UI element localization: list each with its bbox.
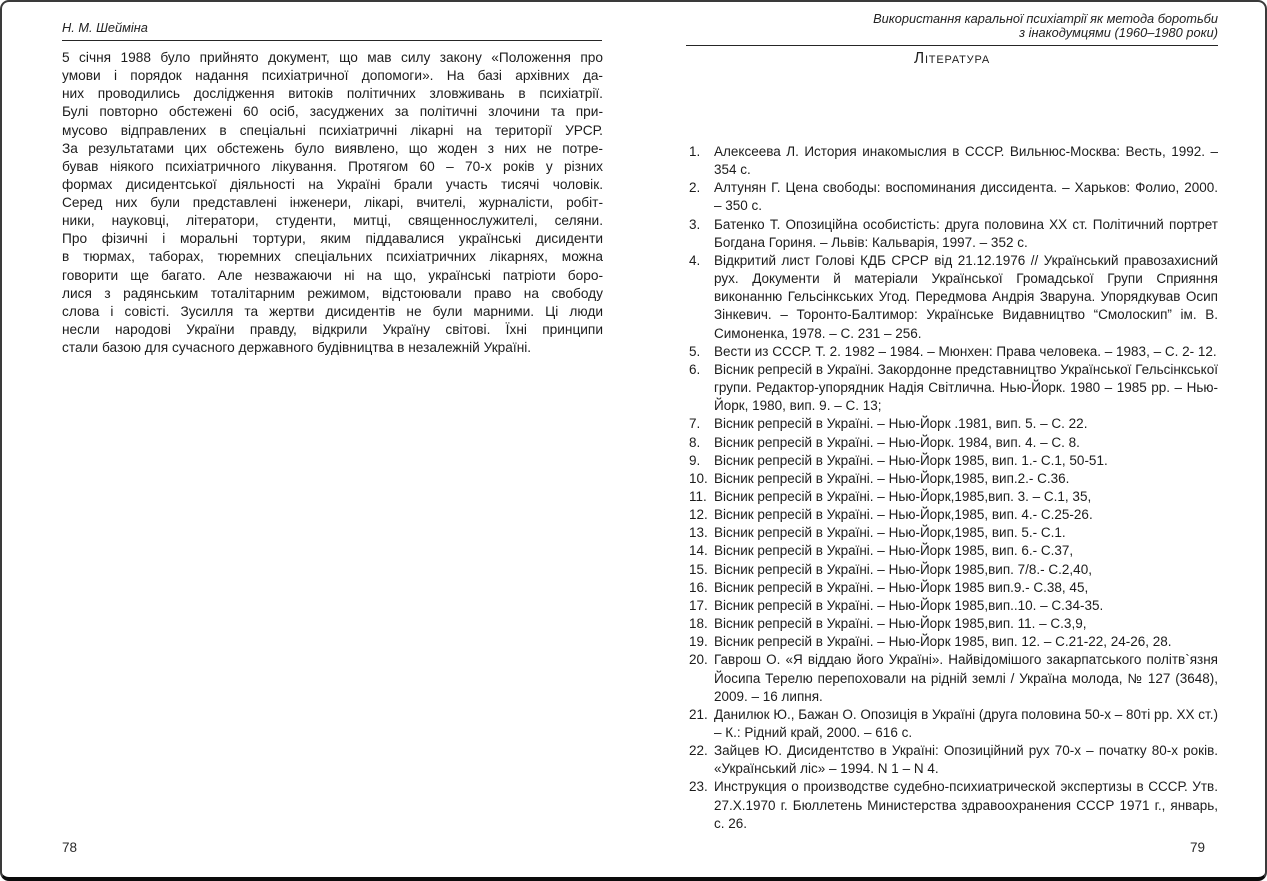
reference-item xyxy=(689,615,1218,633)
paragraph-line: стали базою для сучасного державного будівництва в незалежній Україні. xyxy=(62,340,532,355)
page-number-left: 78 xyxy=(62,840,78,855)
reference-text: Вісник репресій в Україні. – Нью-Йорк. 1984, вип. 4. – С. 8. xyxy=(714,434,1080,450)
reference-text: Зайцев Ю. Дисидентство в Україні: Опозиційний рух 70-х – початку 80-х років. «Український ліс» – 1994. N 1 – N 4. xyxy=(714,743,1218,777)
reference-item xyxy=(689,415,1218,433)
reference-item xyxy=(689,778,1218,832)
reference-item xyxy=(689,524,1218,542)
reference-number: 21. xyxy=(689,706,708,722)
running-header-title-line2: з інакодумцями (1960–1980 роки) xyxy=(1019,24,1218,40)
reference-item xyxy=(689,597,1218,615)
paragraph-line: лися з радянським тоталітарним режимом, відстоювали право на свободу xyxy=(62,285,603,301)
reference-text: Гаврош О. «Я віддаю його Україні». Найвідомішого закарпатського політв`язня Йосипа Терелю перепоховали на рідній землі / Україна молода, № 127 (3648), 2009. – 16 липня. xyxy=(714,652,1218,704)
reference-item xyxy=(689,434,1218,452)
paragraph-line: в тюрмах, таборах, тюремних спеціальних психіатричних лікарнях, можна xyxy=(62,249,603,265)
reference-number: 1. xyxy=(689,144,701,159)
reference-number: 16. xyxy=(689,579,708,595)
paragraph-line: Про фізичні і моральні тортури, яким піддавалися українські дисиденти xyxy=(62,231,603,247)
paragraph-line: формах дисидентської діяльності на Україні брали участь тисячі чоловік. xyxy=(62,176,603,192)
reference-number: 12. xyxy=(689,507,708,523)
reference-number: 11. xyxy=(689,488,707,504)
reference-number: 10. xyxy=(689,470,708,486)
reference-text: Вісник репресій в Україні. – Нью-Йорк 1985,вип. 7/8.- С.2,40, xyxy=(714,561,1092,577)
reference-item xyxy=(689,361,1218,415)
reference-number: 4. xyxy=(689,252,701,268)
reference-item xyxy=(689,633,1218,651)
reference-number: 2. xyxy=(689,180,701,196)
page-number-right: 79 xyxy=(1189,840,1205,855)
paragraph-line: 5 січня 1988 було прийнято документ, що мав силу закону «Положення про xyxy=(62,50,603,65)
reference-text: Відкритий лист Голові КДБ СРСР від 21.12.1976 // Український правозахисний рух. Документи й матеріали Української Громадської Групи Сприяння виконанню Гельсінкських Угод. Передмова Андрія Зваруна. Упорядкував Осип Зінкевич. – Торонто-Балтимор: Українське Видавництво “Смолоскип” ім. В. Симоненка, 1978. – С. 231 – 256. xyxy=(714,252,1218,341)
running-header-author: Н. М. Шейміна xyxy=(62,20,602,41)
reference-item xyxy=(689,542,1218,560)
paragraph-line: говорити ще багато. Але незважаючи ні на що, українські патріоти боро- xyxy=(62,267,603,283)
paragraph-line: несли народові України правду, відкрили Україну світові. Їхні принципи xyxy=(62,321,603,337)
paragraph-line: бував ніякого психіатричного лікування. Протягом 60 – 70-х років у різних xyxy=(62,158,603,174)
reference-item xyxy=(689,252,1218,343)
reference-item xyxy=(689,179,1218,215)
reference-item xyxy=(689,488,1218,506)
reference-number: 18. xyxy=(689,616,708,632)
reference-number: 22. xyxy=(689,743,708,759)
paragraph-line: умови і порядок надання психіатричної допомоги». На базі архівних да- xyxy=(62,68,603,84)
paragraph-line: За результатами цих обстежень було виявлено, що жоден з них не потре- xyxy=(62,140,603,156)
reference-text: Батенко Т. Опозиційна особистість: друга половина ХХ ст. Політичний портрет Богдана Гориня. – Львів: Кальварія, 1997. – 352 с. xyxy=(714,216,1218,250)
reference-text: Вісник репресій в Україні. – Нью-Йорк,1985, вип. 4.- С.25-26. xyxy=(714,507,1093,523)
reference-number: 17. xyxy=(689,597,708,613)
reference-text: Вісник репресій в Україні. – Нью-Йорк 1985, вип. 12. – С.21-22, 24-26, 28. xyxy=(714,634,1172,650)
reference-number: 19. xyxy=(689,634,708,650)
reference-text: Инструкция о производстве судебно-психиатрической экспертизы в СССР. Утв. 27.X.1970 г. Бюллетень Министерства здравоохранения СССР 1971 г., январь, с. 26. xyxy=(714,779,1218,831)
running-header-title xyxy=(686,12,1218,46)
paragraph-line: мусово відправлених в спеціальні психіатричні лікарні на території УРСР. xyxy=(62,122,603,138)
reference-item xyxy=(689,470,1218,488)
reference-text: Алексеева Л. История инакомыслия в СССР. Вильнюс-Москва: Весть, 1992. – 354 с. xyxy=(714,144,1218,178)
reference-item xyxy=(689,343,1218,361)
reference-text: Вісник репресій в Україні. – Нью-Йорк .1981, вип. 5. – С. 22. xyxy=(714,416,1088,432)
reference-text: Данилюк Ю., Бажан О. Опозиція в Україні (друга половина 50-х – 80ті рр. ХХ ст.) – К.: Рідний край, 2000. – 616 с. xyxy=(714,706,1218,740)
reference-text: Вести из СССР. Т. 2. 1982 – 1984. – Мюнхен: Права человека. – 1983, – С. 2- 12. xyxy=(714,343,1217,359)
reference-number: 8. xyxy=(689,434,701,450)
reference-item xyxy=(689,651,1218,705)
paragraph-line: них проводились дослідження витоків політичних зловживань в психіатрії. xyxy=(62,86,603,102)
paragraph-line: Серед них були представлені інженери, лікарі, вчителі, журналісти, робіт- xyxy=(62,195,603,210)
reference-text: Алтунян Г. Цена свободы: воспоминания диссидента. – Харьков: Фолио, 2000. – 350 с. xyxy=(714,180,1218,214)
section-title-literature: Література xyxy=(913,50,990,67)
references-list xyxy=(689,143,1218,833)
reference-text: Вісник репресій в Україні. – Нью-Йорк,1985,вип. 3. – С.1, 35, xyxy=(714,488,1092,504)
reference-number: 13. xyxy=(689,525,708,541)
paragraph-line: слова і совісті. Зусилля та жертви дисидентів не були марними. Ці люди xyxy=(62,303,603,319)
paragraph-line: Булі повторно обстежені 60 осіб, засуджених за політичні злочини та при- xyxy=(62,104,603,120)
reference-item xyxy=(689,742,1218,778)
reference-text: Вісник репресій в Україні. – Нью-Йорк 1985 вип.9.- С.38, 45, xyxy=(714,579,1089,595)
reference-text: Вісник репресій в Україні. – Нью-Йорк 1985,вип. 11. – С.3,9, xyxy=(714,616,1087,632)
reference-item xyxy=(689,506,1218,524)
reference-number: 3. xyxy=(689,216,701,232)
paragraph-line: ники, науковці, літератори, студенти, митці, священнослужителі, селяни. xyxy=(62,213,603,229)
reference-number: 15. xyxy=(689,561,708,577)
reference-item xyxy=(689,143,1218,179)
reference-number: 5. xyxy=(689,343,701,359)
reference-text: Вісник репресій в Україні. Закордонне представництво Української Гельсінкської групи. Редактор-упорядник Надія Світлична. Нью-Йорк. 1980 – 1985 рр. – Нью-Йорк, 1980, вип. 9. – С. 13; xyxy=(714,361,1218,414)
reference-number: 9. xyxy=(689,452,701,468)
reference-number: 14. xyxy=(689,543,708,559)
reference-item xyxy=(689,706,1218,742)
reference-text: Вісник репресій в Україні. – Нью-Йорк 1985,вип..10. – С.34-35. xyxy=(714,597,1104,613)
reference-text: Вісник репресій в Україні. – Нью-Йорк 1985, вип. 6.- С.37, xyxy=(714,543,1074,559)
reference-text: Вісник репресій в Україні. – Нью-Йорк,1985, вип.2.- С.36. xyxy=(714,470,1070,486)
reference-text: Вісник репресій в Україні. – Нью-Йорк 1985, вип. 1.- С.1, 50-51. xyxy=(714,452,1108,468)
reference-number: 7. xyxy=(689,416,701,432)
reference-text: Вісник репресій в Україні. – Нью-Йорк,1985, вип. 5.- С.1. xyxy=(714,525,1066,541)
reference-item xyxy=(689,452,1218,470)
reference-item xyxy=(689,561,1218,579)
reference-item xyxy=(689,216,1218,252)
running-header-title-line1: Використання каральної психіатрії як метода боротьби xyxy=(873,11,1218,26)
reference-item xyxy=(689,579,1218,597)
reference-number: 6. xyxy=(689,361,701,377)
reference-number: 20. xyxy=(689,652,708,668)
body-paragraph xyxy=(62,49,603,357)
reference-number: 23. xyxy=(689,779,708,795)
